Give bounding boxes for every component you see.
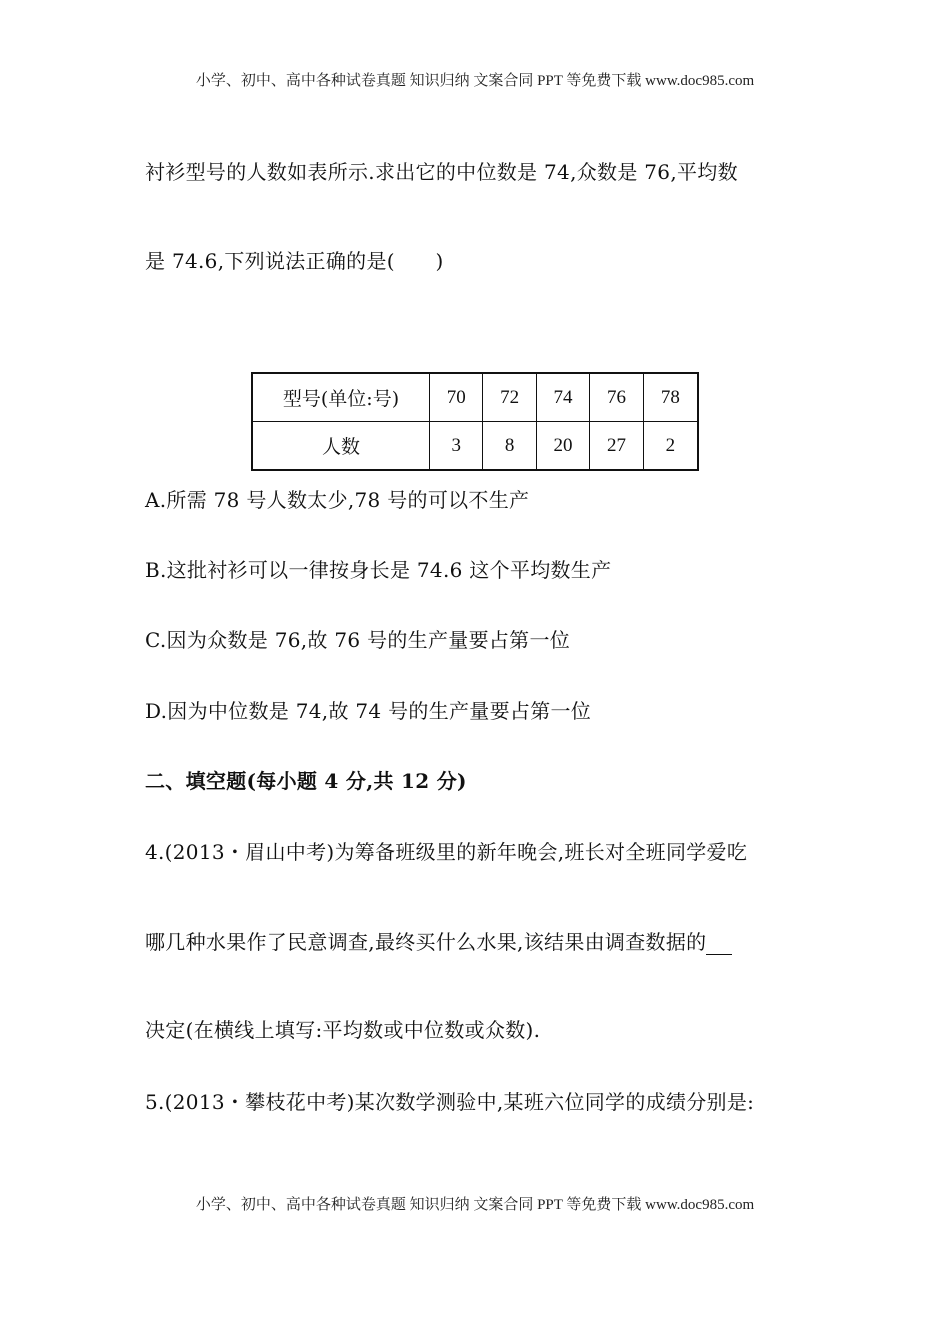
question4-line2 — [145, 926, 732, 955]
table-cell: 72 — [483, 373, 536, 422]
question3-line2: 是 74.6,下列说法正确的是( ) — [145, 249, 444, 273]
table-cell: 74 — [536, 373, 589, 422]
table-row — [252, 422, 698, 471]
table-cell: 3 — [430, 422, 483, 471]
shirt-size-table — [251, 372, 699, 471]
question4-line1: 4.(2013・眉山中考)为筹备班级里的新年晚会,班长对全班同学爱吃 — [145, 840, 748, 864]
option-a: A.所需 78 号人数太少,78 号的可以不生产 — [145, 488, 530, 512]
question5-line1: 5.(2013・攀枝花中考)某次数学测验中,某班六位同学的成绩分别是: — [145, 1090, 755, 1114]
question3-line1: 衬衫型号的人数如表所示.求出它的中位数是 74,众数是 76,平均数 — [145, 160, 738, 184]
question4-line3: 决定(在横线上填写:平均数或中位数或众数). — [145, 1018, 541, 1042]
table-cell: 8 — [483, 422, 536, 471]
table-row-label: 型号(单位:号) — [252, 373, 430, 422]
option-c: C.因为众数是 76,故 76 号的生产量要占第一位 — [145, 628, 571, 652]
page-footer: 小学、初中、高中各种试卷真题 知识归纳 文案合同 PPT 等免费下载 www.doc985.com — [195, 1197, 755, 1213]
table-cell: 78 — [643, 373, 698, 422]
table-cell: 76 — [590, 373, 643, 422]
option-d: D.因为中位数是 74,故 74 号的生产量要占第一位 — [145, 699, 592, 723]
table-cell: 27 — [590, 422, 643, 471]
table-cell: 2 — [643, 422, 698, 471]
page-header: 小学、初中、高中各种试卷真题 知识归纳 文案合同 PPT 等免费下载 www.doc985.com — [195, 73, 755, 89]
table-row — [252, 373, 698, 422]
answer-blank — [706, 934, 732, 955]
table-cell: 70 — [430, 373, 483, 422]
table-cell: 20 — [536, 422, 589, 471]
option-b: B.这批衬衫可以一律按身长是 74.6 这个平均数生产 — [145, 558, 612, 582]
question4-line2-text: 哪几种水果作了民意调查,最终买什么水果,该结果由调查数据的 — [145, 930, 707, 954]
section2-title: 二、填空题(每小题 4 分,共 12 分) — [145, 769, 467, 793]
table-row-label: 人数 — [252, 422, 430, 471]
